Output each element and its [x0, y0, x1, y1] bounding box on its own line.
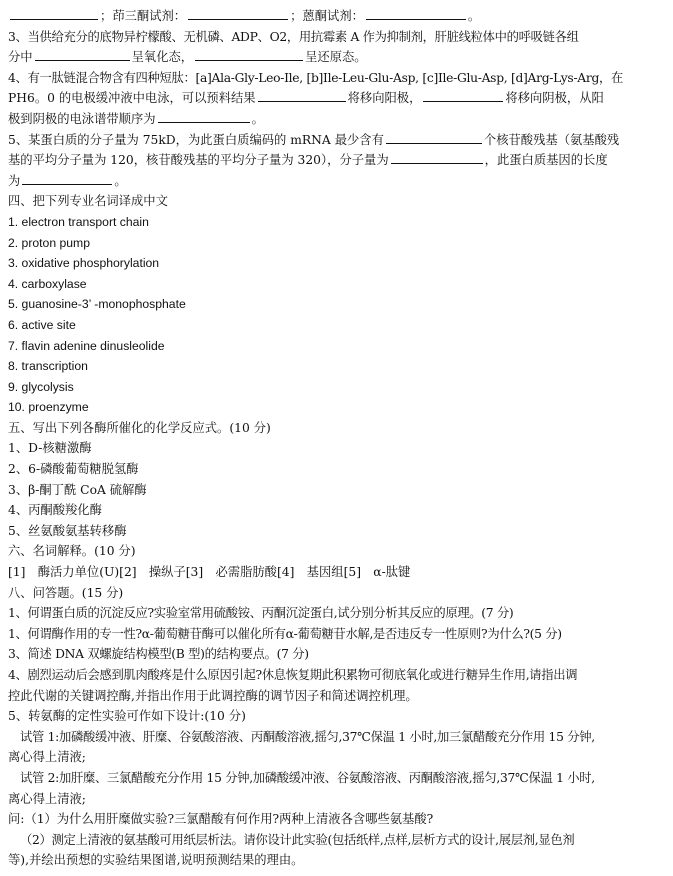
tube-2-text: 试管 2:加肝糜、三氯醋酸充分作用 15 分钟,加磷酸缓冲液、谷氨酸溶液、丙酮酸溶液,摇匀,37℃保温 1 小时, — [20, 770, 595, 785]
term-item: 3. oxidative phosphorylation — [8, 256, 160, 271]
term-item: 10. proenzyme — [8, 400, 89, 415]
section-4-heading: 四、把下列专业名词译成中文 — [8, 194, 168, 209]
answer-blank[interactable] — [35, 48, 130, 61]
term-item: 5. guanosine-3’ -monophosphate — [8, 297, 186, 312]
question-4-line-3: 极到阴极的电泳谱带顺序为 。 — [8, 111, 264, 126]
question-3-line-2: 分中 呈氧化态， 呈还原态。 — [8, 50, 367, 65]
qa-item: 5、转氨酶的定性实验可作如下设计:(10 分) — [8, 709, 246, 724]
tube-2-text-cont: 离心得上清液; — [8, 791, 86, 806]
answer-blank[interactable] — [391, 151, 483, 164]
question-3-line: 3、当供给充分的底物异柠檬酸、无机磷、ADP、O2，用抗霉素 A 作为抑制剂，肝脏线粒体中的呼吸链各组 — [8, 29, 579, 44]
answer-blank[interactable] — [22, 172, 112, 185]
qa-item-cont: 控此代谢的关键调控酶,并指出作用于此调控酶的调节因子和简述调控机理。 — [8, 688, 418, 703]
qa-item: 3、简述 DNA 双螺旋结构模型(B 型)的结构要点。(7 分) — [8, 647, 309, 662]
answer-blank[interactable] — [386, 131, 482, 144]
section-8-heading: 八、问答题。(15 分) — [8, 585, 124, 600]
qa-item: 1、何谓蛋白质的沉淀反应?实验室常用硫酸铵、丙酮沉淀蛋白,试分别分析其反应的原理。(7 分) — [8, 606, 514, 621]
question-part-2-cont: 等),并绘出预想的实验结果图谱,说明预测结果的理由。 — [8, 853, 304, 868]
tube-1-text-cont: 离心得上清液; — [8, 750, 86, 765]
line-reagents: ；茚三酮试剂： ；蒽酮试剂： 。 — [8, 6, 665, 27]
term-item: 7. flavin adenine dinusleolide — [8, 338, 165, 353]
answer-blank[interactable] — [158, 110, 250, 123]
question-4-line: 4、有一肽链混合物含有四种短肽：[a]Ala-Gly-Leo-Ile, [b]Ile-Leu-Glu-Asp, [c]Ile-Glu-Asp, [d]Arg-Lys-Arg，在 — [8, 70, 624, 85]
enzyme-item: 3、β-酮丁酰 CoA 硫解酶 — [8, 482, 147, 497]
answer-blank[interactable] — [366, 7, 466, 20]
question-5-line-2: 基的平均分子量为 120，核苷酸残基的平均分子量为 320），分子量为 ，此蛋白质基因的长度 — [8, 153, 608, 168]
tube-1-text: 试管 1:加磷酸缓冲液、肝糜、谷氨酸溶液、丙酮酸溶液,摇匀,37℃保温 1 小时,加三氯醋酸充分作用 15 分钟, — [20, 729, 595, 744]
enzyme-item: 4、丙酮酸羧化酶 — [8, 503, 102, 518]
qa-item: 4、剧烈运动后会感到肌肉酸疼是什么原因引起?休息恢复期此积累物可彻底氧化或进行糖异生作用,请指出调 — [8, 668, 578, 682]
enzyme-item: 2、6-磷酸葡萄糖脱氢酶 — [8, 462, 139, 477]
term-item: 2. proton pump — [8, 235, 90, 250]
definition-terms: [1] 酶活力单位(U)[2] 操纵子[3] 必需脂肪酸[4] 基因组[5] α-肽键 — [8, 565, 411, 580]
term-item: 4. carboxylase — [8, 276, 87, 291]
question-part-1: 问:（1）为什么用肝糜做实验?三氯醋酸有何作用?两种上清液各含哪些氨基酸? — [8, 812, 434, 827]
section-6-heading: 六、名词解释。(10 分) — [8, 544, 136, 559]
enzyme-item: 1、D-核糖激酶 — [8, 441, 92, 456]
term-item: 1. electron transport chain — [8, 214, 149, 229]
term-item: 9. glycolysis — [8, 379, 74, 394]
term-item: 8. transcription — [8, 359, 88, 374]
answer-blank[interactable] — [188, 7, 288, 20]
answer-blank[interactable] — [423, 89, 503, 102]
enzyme-item: 5、丝氨酸氨基转移酶 — [8, 523, 127, 538]
question-5-line-3: 为 。 — [8, 173, 127, 188]
qa-item: 1、何谓酶作用的专一性?α-葡萄糖苷酶可以催化所有α-葡萄糖苷水解,是否违反专一性原则?为什么?(5 分) — [8, 626, 562, 641]
answer-blank[interactable] — [10, 7, 98, 20]
question-part-2: （2）测定上清液的氨基酸可用纸层析法。请你设计此实验(包括纸样,点样,层析方式的设计,展层剂,显色剂 — [20, 832, 575, 847]
answer-blank[interactable] — [258, 89, 346, 102]
question-5-line: 5、某蛋白质的分子量为 75kD，为此蛋白质编码的 mRNA 最少含有 个核苷酸残基（氨基酸残 — [8, 132, 620, 147]
question-4-line-2: PH6。0 的电极缓冲液中电泳，可以预料结果 将移向阳极， 将移向阴极，从阳 — [8, 91, 604, 106]
term-item: 6. active site — [8, 317, 76, 332]
answer-blank[interactable] — [195, 48, 303, 61]
section-5-heading: 五、写出下列各酶所催化的化学反应式。(10 分) — [8, 420, 271, 435]
